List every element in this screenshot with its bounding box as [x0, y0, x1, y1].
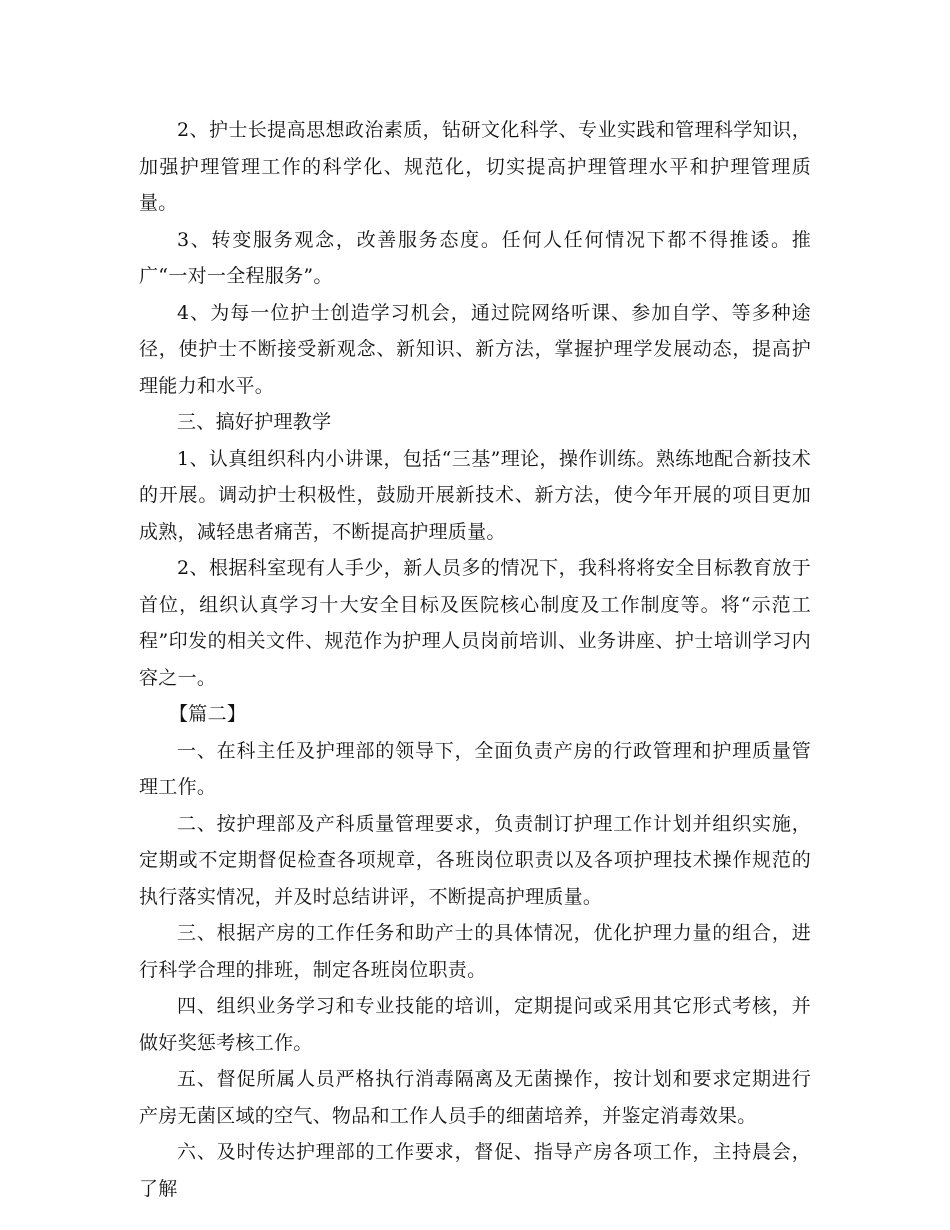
duty-item-6: 六、及时传达护理部的工作要求，督促、指导产房各项工作，主持晨会，了解 — [139, 1141, 811, 1200]
paragraph-item-4: 4、为每一位护士创造学习机会，通过院网络听课、参加自学、等多种途径，使护士不断接受新观念、新知识、新方法，掌握护理学发展动态，提高护理能力和水平。 — [139, 301, 811, 397]
duty-item-2: 二、按护理部及产科质量管理要求，负责制订护理工作计划并组织实施，定期或不定期督促检查各项规章，各班岗位职责以及各项护理技术操作规范的执行落实情况，并及时总结讲评，不断提高护理质量。 — [139, 812, 811, 908]
duty-item-5: 五、督促所属人员严格执行消毒隔离及无菌操作，按计划和要求定期进行产房无菌区域的空气、物品和工作人员手的细菌培养，并鉴定消毒效果。 — [139, 1068, 811, 1127]
teaching-item-1: 1、认真组织科内小讲课，包括“三基”理论，操作训练。熟练地配合新技术的开展。调动护士积极性，鼓励开展新技术、新方法，使今年开展的项目更加成熟，减轻患者痛苦，不断提高护理质量。 — [139, 447, 811, 543]
paragraph-item-3: 3、转变服务观念，改善服务态度。任何人任何情况下都不得推诿。推广“一对一全程服务”。 — [139, 228, 811, 287]
duty-item-3: 三、根据产房的工作任务和助产士的具体情况，优化护理力量的组合，进行科学合理的排班，制定各班岗位职责。 — [139, 922, 811, 981]
duty-item-1: 一、在科主任及护理部的领导下，全面负责产房的行政管理和护理质量管理工作。 — [139, 739, 811, 798]
section-heading-teaching: 三、搞好护理教学 — [177, 411, 332, 433]
document-body — [139, 112, 811, 1207]
teaching-item-2: 2、根据科室现有人手少，新人员多的情况下，我科将将安全目标教育放于首位，组织认真学习十大安全目标及医院核心制度及工作制度等。将“示范工程”印发的相关文件、规范作为护理人员岗前培训、业务讲座、护士培训学习内容之一。 — [139, 557, 811, 689]
part-two-title: 【篇二】 — [169, 703, 247, 725]
paragraph-item-2: 2、护士长提高思想政治素质，钻研文化科学、专业实践和管理科学知识，加强护理管理工作的科学化、规范化，切实提高护理管理水平和护理管理质量。 — [139, 119, 811, 214]
duty-item-4: 四、组织业务学习和专业技能的培训，定期提问或采用其它形式考核，并做好奖惩考核工作。 — [139, 995, 811, 1054]
